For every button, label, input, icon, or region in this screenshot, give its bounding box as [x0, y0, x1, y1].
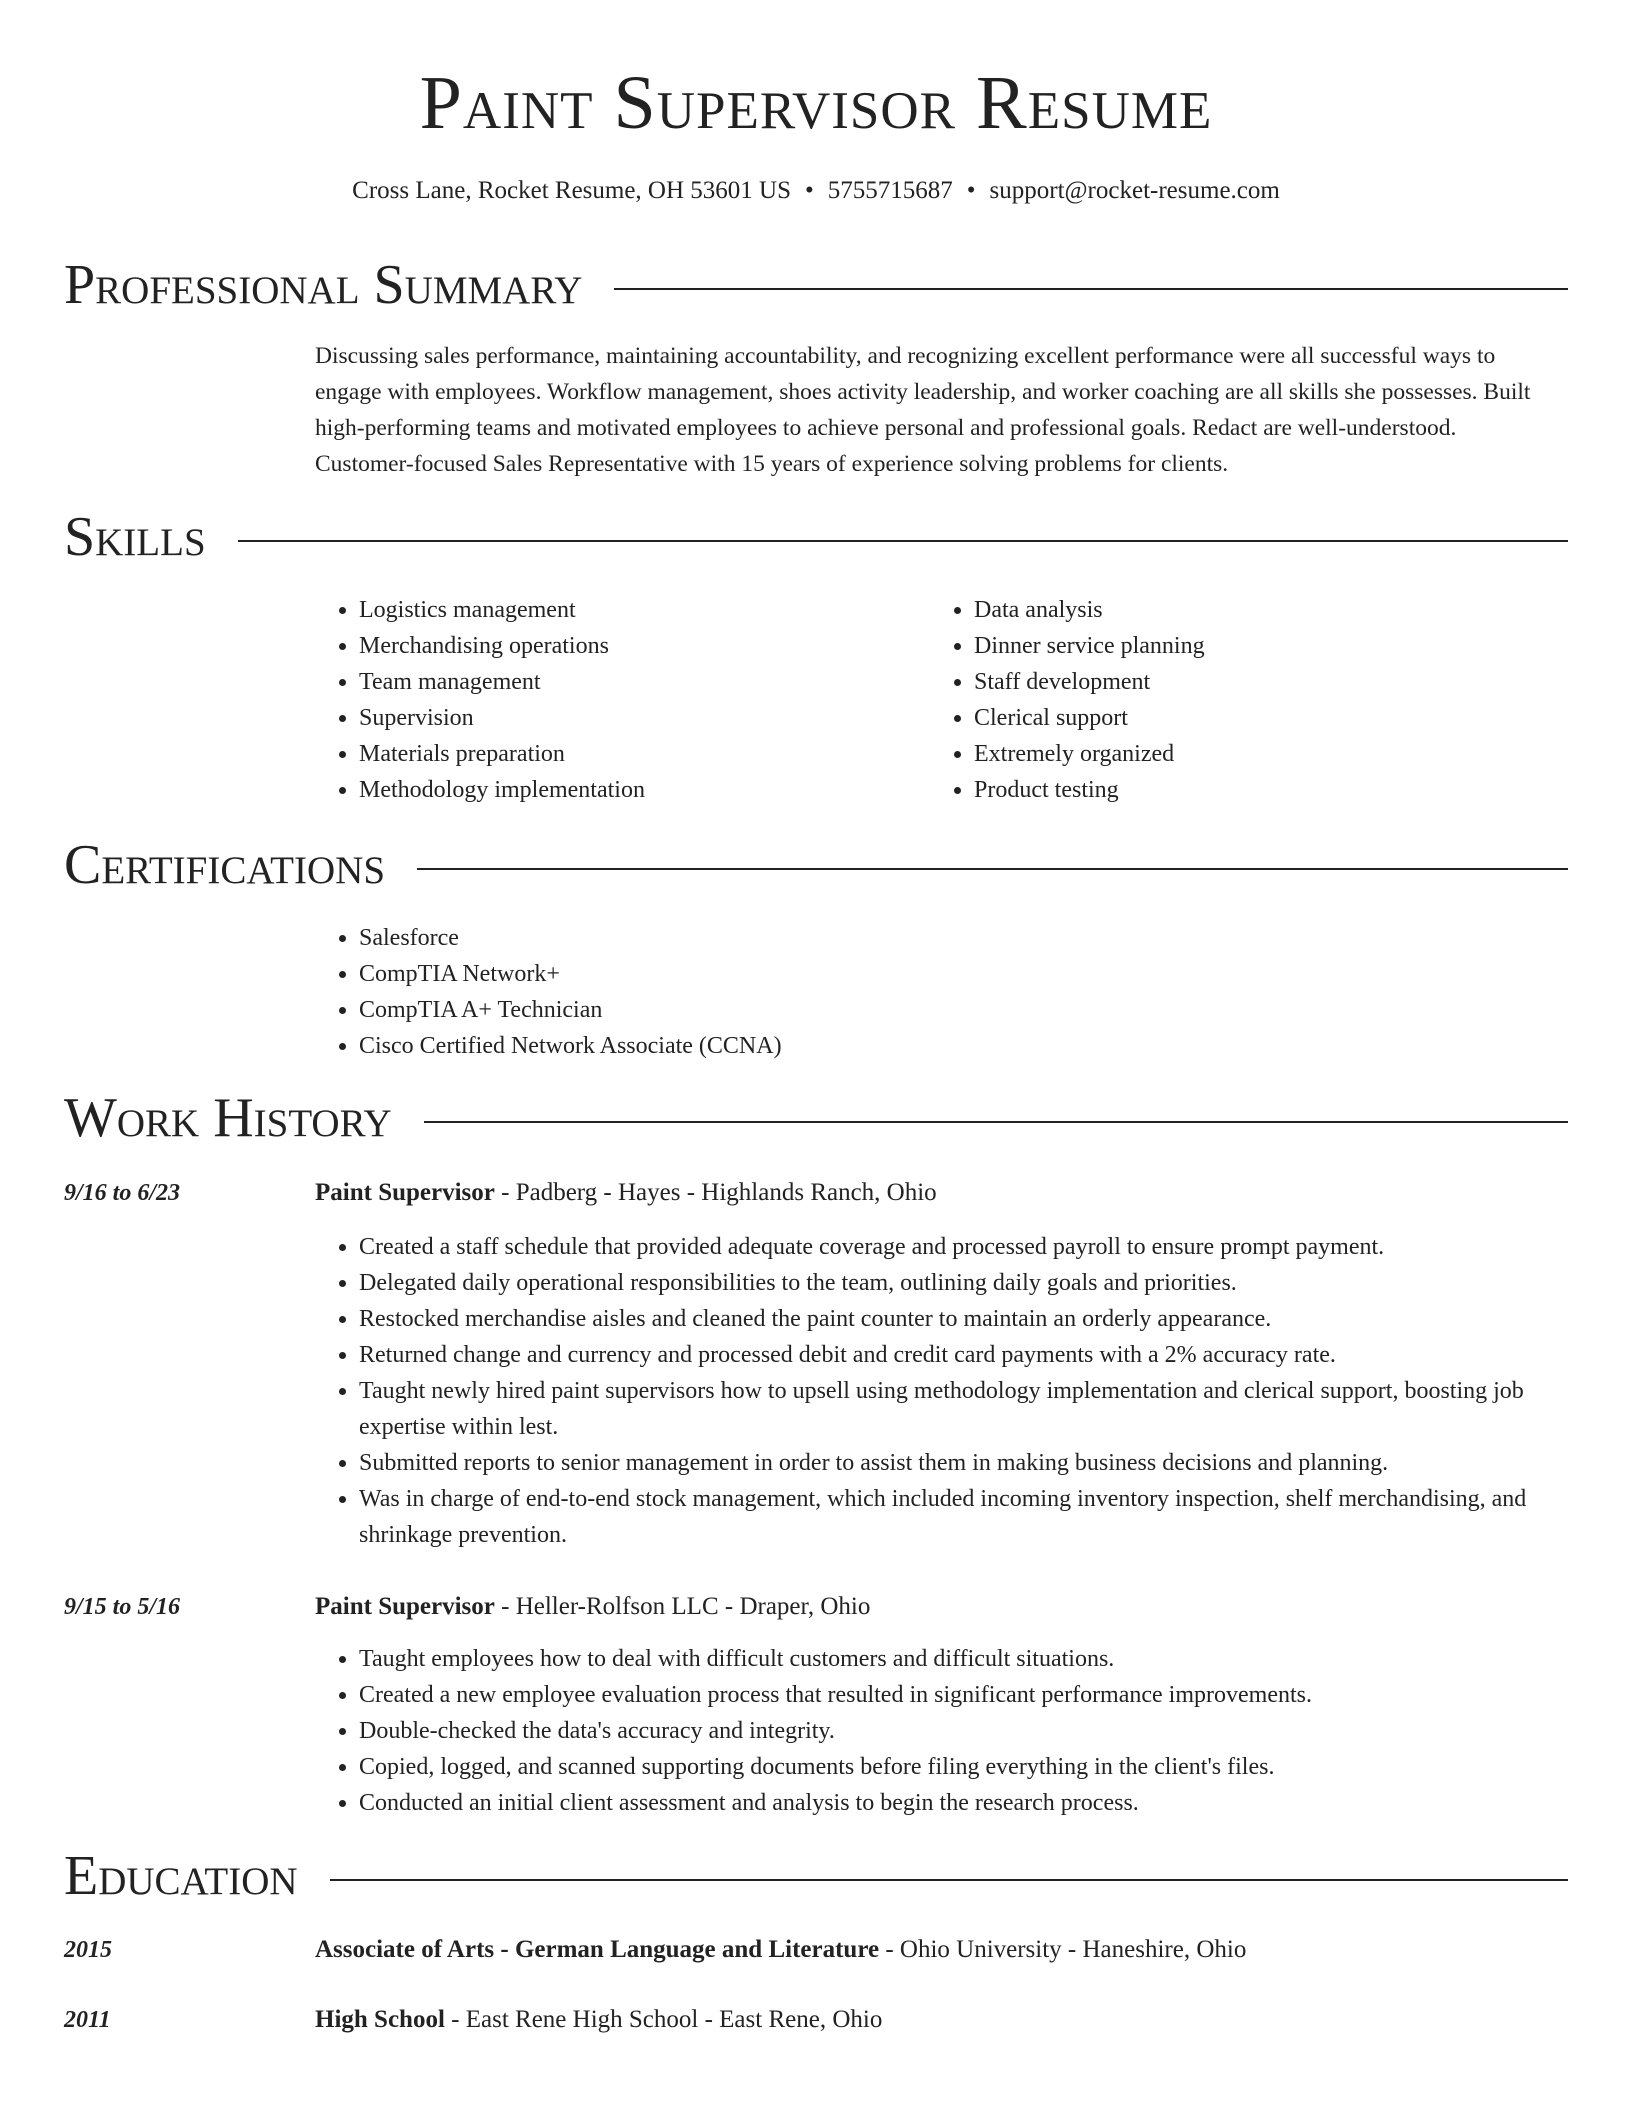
work-history-heading: Work History [64, 1087, 392, 1149]
duty-item: • Created a staff schedule that provided adequate coverage and processed payroll to ensure prompt payment. [359, 1229, 1575, 1265]
section-divider [614, 288, 1568, 290]
job-duties-list [315, 1641, 1575, 1821]
skills-right-column [930, 592, 1530, 808]
duty-item: • Taught employees how to deal with difficult customers and difficult situations. [359, 1641, 1575, 1677]
job-duties-list [315, 1229, 1575, 1553]
contact-email[interactable]: support@rocket-resume.com [989, 177, 1280, 204]
skill-item: • Methodology implementation [359, 772, 915, 808]
education-year: 2015 [64, 1937, 112, 1963]
skill-item: • Staff development [974, 664, 1530, 700]
skills-list-left [315, 592, 915, 808]
skill-item: • Logistics management [359, 592, 915, 628]
job-title: Paint Supervisor [315, 1179, 495, 1206]
skill-item: • Dinner service planning [974, 628, 1530, 664]
certifications-heading: Certifications [64, 834, 386, 896]
skills-heading: Skills [64, 506, 206, 568]
duty-item: • Submitted reports to senior management in order to assist them in making business decisions and planning. [359, 1445, 1575, 1481]
duty-item: • Delegated daily operational responsibilities to the team, outlining daily goals and priorities. [359, 1265, 1575, 1301]
work-history-section-header [64, 1083, 1568, 1153]
duty-item: • Created a new employee evaluation process that resulted in significant performance improvements. [359, 1677, 1575, 1713]
education-entry [315, 1932, 1246, 1968]
skill-item: • Materials preparation [359, 736, 915, 772]
job-heading [315, 1589, 870, 1625]
certifications-block [315, 920, 782, 1064]
summary-section-header [64, 250, 1568, 320]
skills-list-right [930, 592, 1530, 808]
summary-text: Discussing sales performance, maintaining accountability, and recognizing excellent performance were all successful ways to engage with employees. Workflow management, shoes activity leadership, and worker coaching are all skills she possesses. Built high-performing teams and motivated employees to achieve personal and professional goals. Redact are well-understood. Customer-focused Sales Representative with 15 years of experience solving problems for clients. [315, 343, 1531, 477]
certifications-list [315, 920, 782, 1064]
education-heading: Education [64, 1845, 298, 1907]
section-divider [330, 1879, 1568, 1881]
duty-item: • Returned change and currency and processed debit and credit card payments with a 2% accuracy rate. [359, 1337, 1575, 1373]
job-company-location: - Padberg - Hayes - Highlands Ranch, Ohio [494, 1179, 937, 1206]
duty-item: • Conducted an initial client assessment and analysis to begin the research process. [359, 1785, 1575, 1821]
section-divider [238, 540, 1568, 542]
education-degree: Associate of Arts - German Language and Literature [315, 1936, 880, 1963]
job-dates: 9/16 to 6/23 [64, 1180, 181, 1206]
skill-item: • Clerical support [974, 700, 1530, 736]
duty-item: • Restocked merchandise aisles and cleaned the paint counter to maintain an orderly appearance. [359, 1301, 1575, 1337]
skill-item: • Data analysis [974, 592, 1530, 628]
contact-line [0, 174, 1632, 208]
skill-item: • Supervision [359, 700, 915, 736]
job-company-location: - Heller-Rolfson LLC - Draper, Ohio [494, 1593, 871, 1620]
duty-item: • Taught newly hired paint supervisors how to upsell using methodology implementation and clerical support, boosting job expertise within lest. [359, 1373, 1575, 1445]
certification-item: • Salesforce [359, 920, 782, 956]
certification-item: • CompTIA Network+ [359, 956, 782, 992]
certification-item: • Cisco Certified Network Associate (CCNA) [359, 1028, 782, 1064]
duty-item: • Double-checked the data's accuracy and integrity. [359, 1713, 1575, 1749]
skill-item: • Team management [359, 664, 915, 700]
skill-item: • Extremely organized [974, 736, 1530, 772]
education-year: 2011 [64, 2007, 111, 2033]
contact-separator: • [966, 177, 976, 204]
contact-phone: 5755715687 [827, 177, 953, 204]
education-school: - East Rene High School - East Rene, Ohio [444, 2006, 883, 2033]
skill-item: • Merchandising operations [359, 628, 915, 664]
job-dates: 9/15 to 5/16 [64, 1594, 181, 1620]
contact-separator: • [805, 177, 814, 204]
skills-section-header [64, 502, 1568, 572]
duty-item: • Was in charge of end-to-end stock management, which included incoming inventory inspection, shelf merchandising, and shrinkage prevention. [359, 1481, 1575, 1553]
section-divider [417, 868, 1568, 870]
job-heading [315, 1175, 937, 1211]
education-degree: High School [315, 2006, 445, 2033]
skills-left-column [315, 592, 915, 808]
summary-heading: Professional Summary [64, 254, 583, 316]
education-section-header [64, 1841, 1568, 1911]
contact-address: Cross Lane, Rocket Resume, OH 53601 US [352, 177, 791, 204]
section-divider [424, 1121, 1568, 1123]
job-title: Paint Supervisor [315, 1593, 495, 1620]
education-entry [315, 2002, 882, 2038]
certifications-section-header [64, 830, 1568, 900]
education-school: - Ohio University - Haneshire, Ohio [879, 1936, 1247, 1963]
job-duties [315, 1641, 1575, 1821]
skill-item: • Product testing [974, 772, 1530, 808]
job-duties [315, 1229, 1575, 1553]
duty-item: • Copied, logged, and scanned supporting documents before filing everything in the client's files. [359, 1749, 1575, 1785]
resume-title: Paint Supervisor Resume [419, 61, 1213, 145]
certification-item: • CompTIA A+ Technician [359, 992, 782, 1028]
